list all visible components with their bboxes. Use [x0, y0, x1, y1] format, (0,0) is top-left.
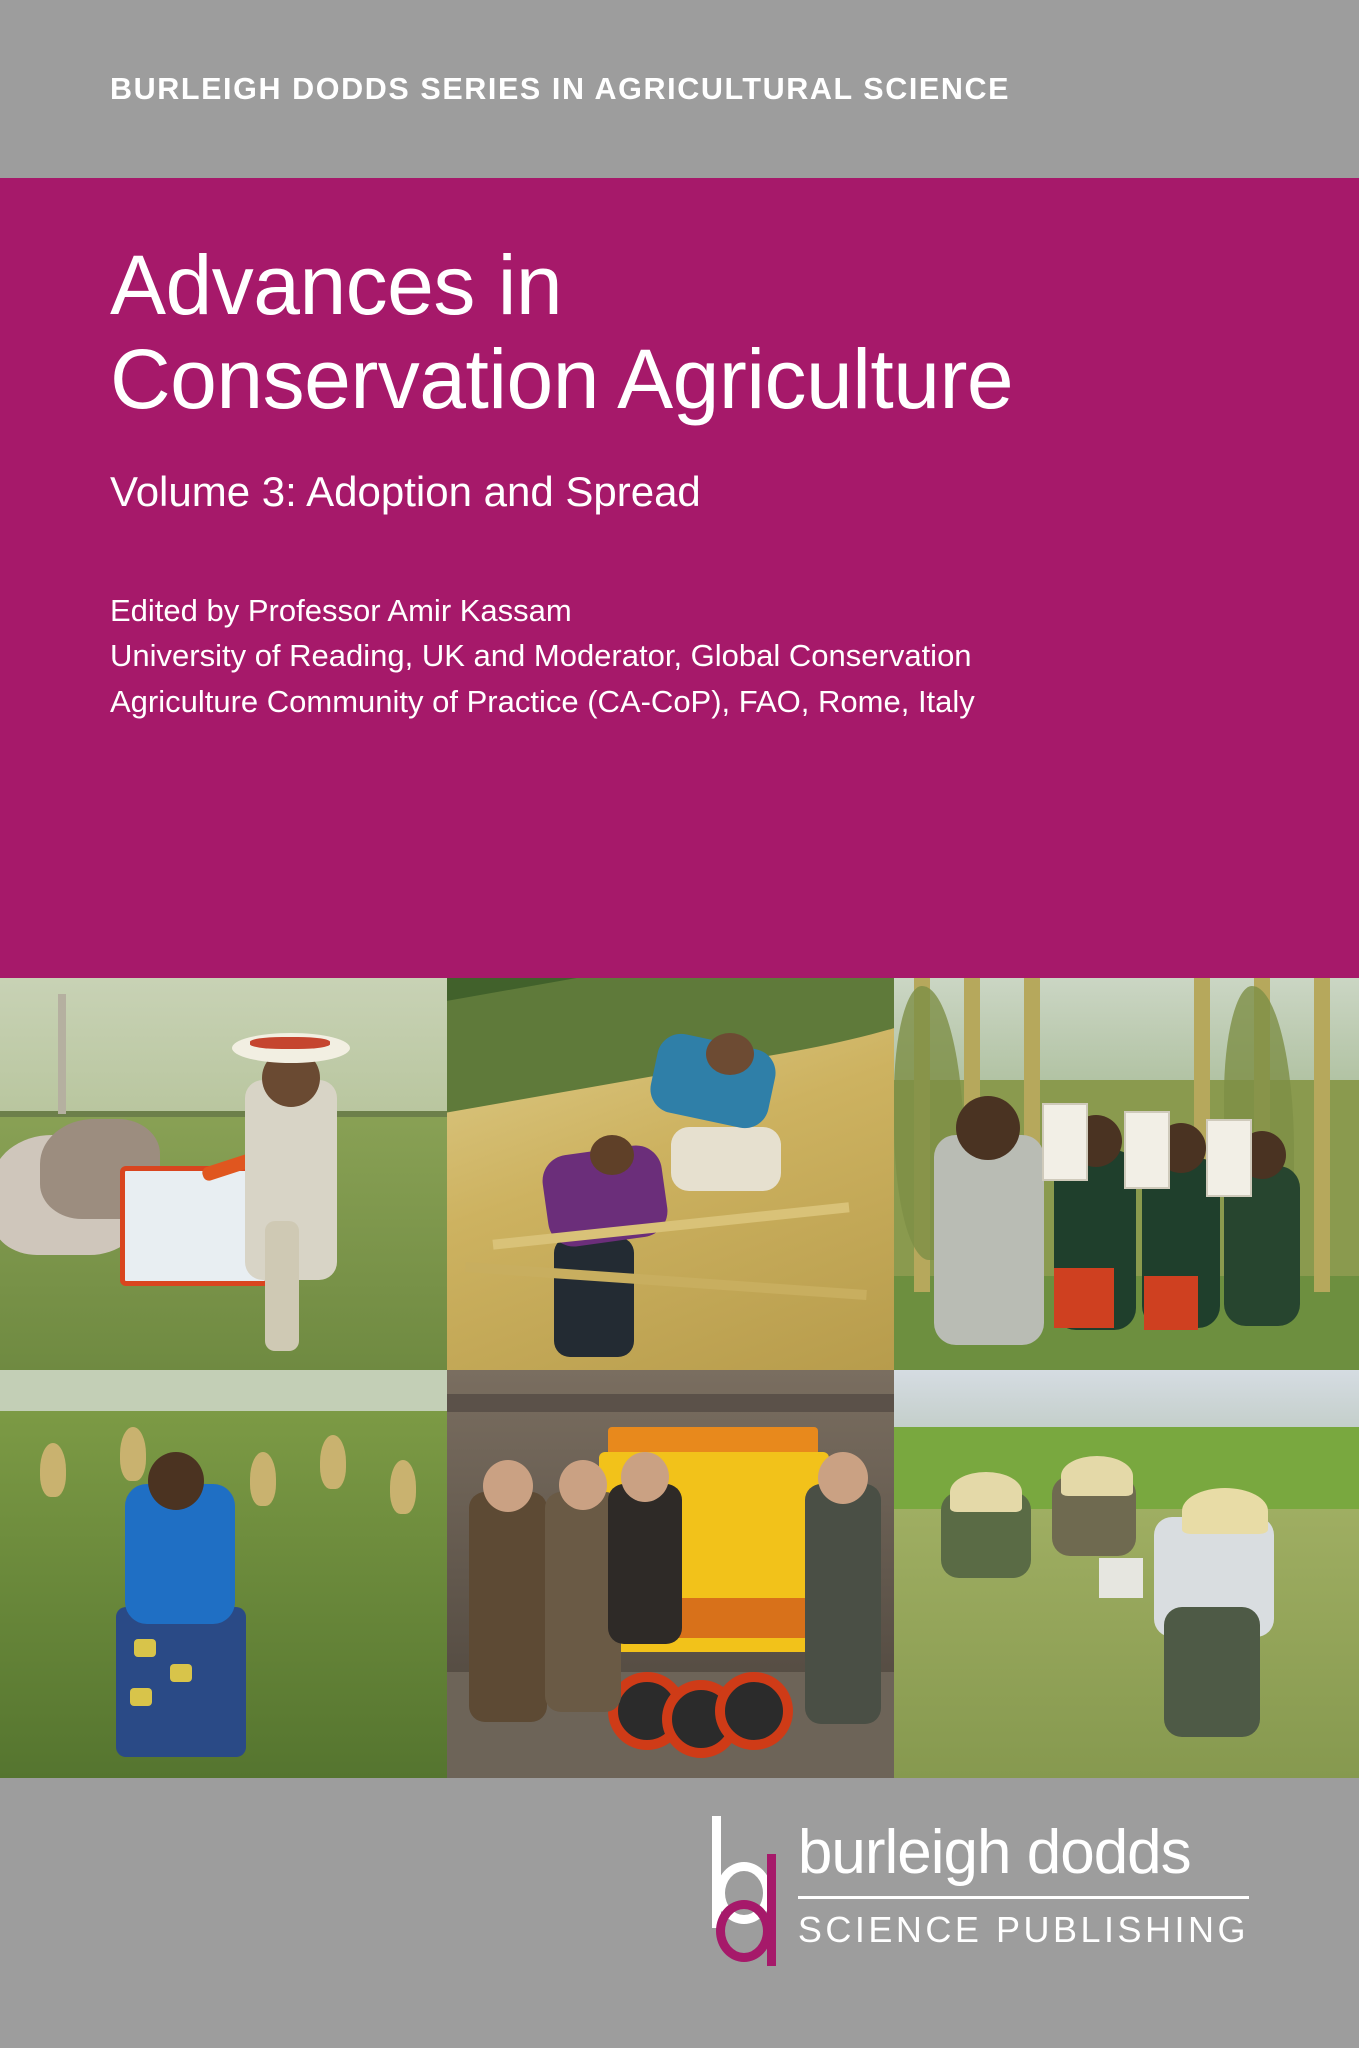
photo-drill-wheel: [715, 1672, 793, 1750]
publisher-footer: [0, 1778, 1359, 2048]
editor-line-1: Edited by Professor Amir Kassam: [110, 593, 572, 629]
photo-seed-drill-demonstration: [447, 1370, 894, 1778]
title-panel: [0, 178, 1359, 978]
photo-animal-traction-planter: [0, 978, 447, 1370]
photo-person-a-legs: [671, 1127, 781, 1191]
photo-roof-beam: [447, 1394, 894, 1412]
photo-sack: [1099, 1558, 1143, 1598]
photo-conical-hat: [1182, 1488, 1268, 1534]
photo-sorghum-head: [320, 1435, 346, 1489]
photo-placard: [1206, 1119, 1252, 1197]
photo-sorghum-head: [40, 1443, 66, 1497]
photo-sorghum-head: [120, 1427, 146, 1481]
photo-woman-in-sorghum: [0, 1370, 447, 1778]
cover-photo-grid: [0, 978, 1359, 1778]
photo-straw-mulch-handling: [447, 978, 894, 1370]
editor-credits: [110, 516, 1249, 724]
publisher-wordmark: [798, 1816, 1249, 1951]
photo-man-head: [559, 1460, 607, 1510]
page-title: [110, 178, 1249, 426]
photo-placard: [1124, 1111, 1170, 1189]
photo-sky: [894, 1370, 1359, 1435]
photo-sorghum-head: [390, 1460, 416, 1514]
photo-farmer-leg: [265, 1221, 299, 1351]
photo-skirt-pattern: [134, 1639, 156, 1657]
publisher-logo: [702, 1816, 1249, 1966]
publisher-tagline: SCIENCE PUBLISHING: [797, 1909, 1249, 1950]
photo-sky: [0, 978, 447, 1111]
series-band: [0, 0, 1359, 178]
photo-rice-field-workers: [894, 1370, 1359, 1778]
photo-man-body: [469, 1492, 547, 1722]
photo-pole: [58, 994, 66, 1114]
photo-maize-stalk: [1314, 978, 1330, 1292]
series-title: BURLEIGH DODDS SERIES IN AGRICULTURAL SCIENCE: [110, 71, 1011, 106]
photo-conical-hat: [950, 1472, 1022, 1512]
photo-worker-legs: [1164, 1607, 1260, 1737]
photo-conical-hat: [1061, 1456, 1133, 1496]
photo-sorghum-head: [250, 1452, 276, 1506]
photo-red-bag: [1054, 1268, 1114, 1328]
photo-red-bag: [1144, 1276, 1198, 1330]
photo-woman-head: [148, 1452, 204, 1510]
photo-person-b-legs: [554, 1237, 634, 1357]
editor-line-3: Agriculture Community of Practice (CA-CoP), FAO, Rome, Italy: [110, 683, 975, 719]
book-title-line-1: Advances in: [110, 238, 563, 332]
burleigh-dodds-bd-monogram-icon: [702, 1816, 784, 1966]
book-title-line-2: Conservation Agriculture: [110, 332, 1014, 427]
photo-skirt-pattern: [170, 1664, 192, 1682]
photo-person-a-head: [706, 1033, 754, 1075]
photo-farmers-group-maize: [894, 978, 1359, 1370]
photo-horizon: [0, 1111, 447, 1117]
photo-farmer-body: [934, 1135, 1044, 1345]
photo-skirt-pattern: [130, 1688, 152, 1706]
book-subtitle: Volume 3: Adoption and Spread: [110, 468, 701, 516]
photo-farmer-hat-band: [250, 1037, 330, 1049]
photo-man-body: [608, 1484, 682, 1644]
photo-placard: [1042, 1103, 1088, 1181]
publisher-name: burleigh dodds: [797, 1818, 1191, 1887]
photo-man-head: [483, 1460, 533, 1512]
photo-man-head: [818, 1452, 868, 1504]
photo-farmer-head: [956, 1096, 1020, 1160]
logo-divider: [798, 1896, 1249, 1899]
editor-line-2: University of Reading, UK and Moderator, Global Conservation: [110, 638, 972, 674]
photo-man-body: [805, 1484, 881, 1724]
photo-person-b-head: [590, 1135, 634, 1175]
photo-man-head: [621, 1452, 669, 1502]
